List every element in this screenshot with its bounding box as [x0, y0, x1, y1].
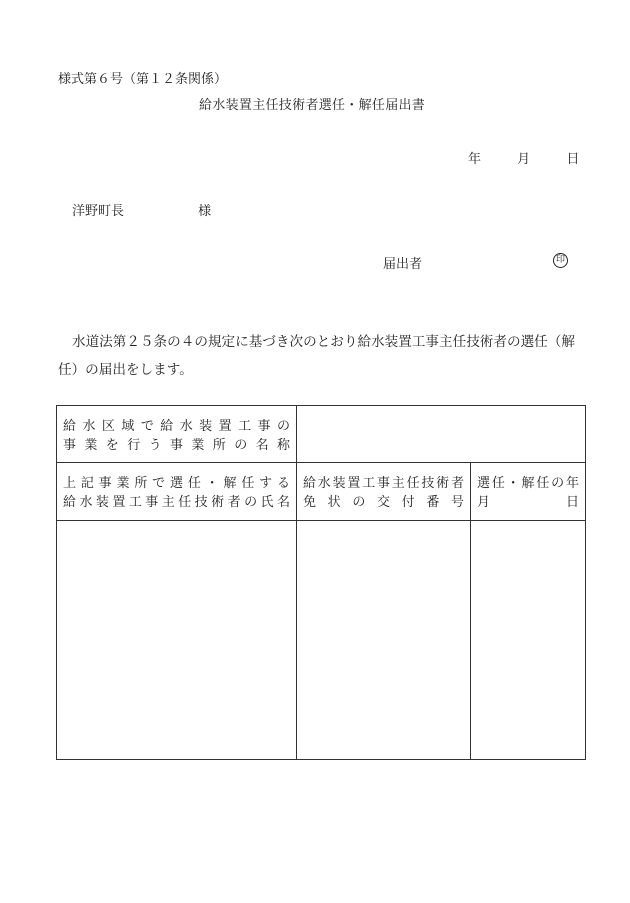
date-month-label: 月	[517, 152, 531, 167]
appointment-date-input[interactable]	[471, 521, 586, 760]
technician-name-header	[57, 463, 297, 521]
seal-mark: 印	[553, 253, 568, 268]
office-name-input[interactable]	[297, 406, 586, 463]
col3-line-1: 選任・解任の年	[477, 476, 579, 491]
col2-line-2: 免状の交付番号	[303, 495, 464, 510]
addressee	[72, 200, 211, 219]
office-label-line-2: 事業を行う事業所の名称	[63, 438, 290, 453]
document-title: 給水装置主任技術者選任・解任届出書	[199, 98, 426, 113]
notice-table	[56, 405, 586, 760]
office-label-line-1: 給水区域で給水装置工事の	[63, 419, 290, 434]
form-number: 様式第６号（第１２条関係）	[58, 72, 228, 87]
statement-text: 水道法第２５条の４の規定に基づき次のとおり給水装置工事主任技術者の選任（解任）の届出をします。	[58, 334, 575, 378]
entry-row	[57, 521, 586, 760]
technician-name-input[interactable]	[57, 521, 297, 760]
date-line	[468, 148, 579, 167]
col2-line-1: 給水装置工事主任技術者	[303, 476, 464, 491]
date-year-label: 年	[468, 152, 482, 167]
license-number-input[interactable]	[297, 521, 471, 760]
col1-line-1: 上記事業所で選任・解任する	[63, 476, 290, 491]
license-number-header	[297, 463, 471, 521]
addressee-honorific: 様	[198, 204, 212, 219]
col1-line-2: 給水装置工事主任技術者の氏名	[63, 495, 290, 510]
header-row	[57, 463, 586, 521]
notifier-label: 届出者	[383, 257, 423, 272]
office-row	[57, 406, 586, 463]
addressee-name: 洋野町長	[72, 204, 125, 219]
col3-month-label: 月	[477, 495, 491, 510]
col3-line-2	[477, 493, 579, 512]
col3-day-label: 日	[565, 495, 579, 510]
office-name-label-cell	[57, 406, 297, 463]
appointment-date-header	[471, 463, 586, 521]
date-day-label: 日	[566, 152, 580, 167]
